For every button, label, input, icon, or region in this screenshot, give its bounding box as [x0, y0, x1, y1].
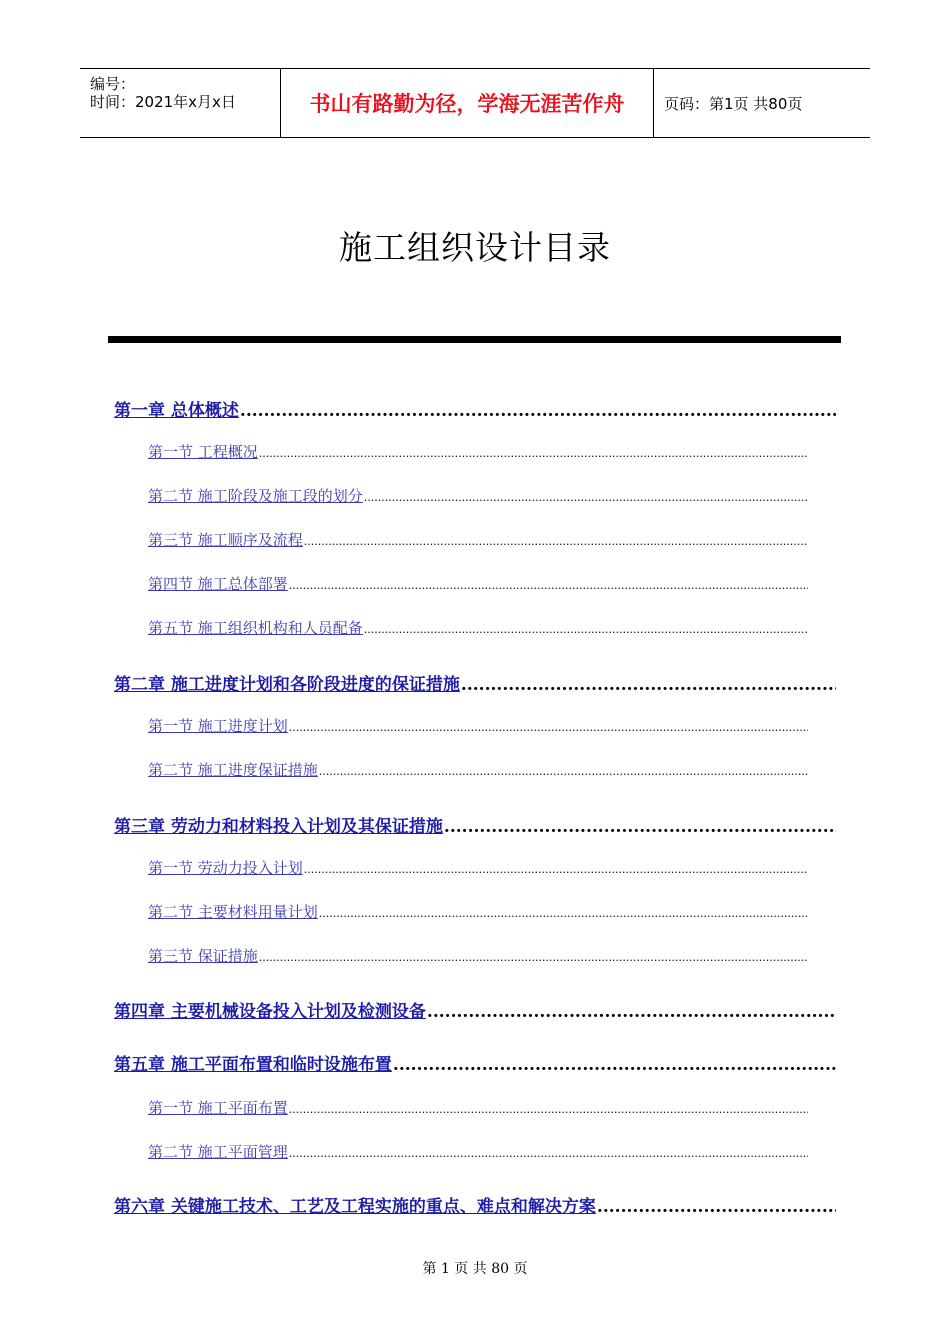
toc-leader-dots [364, 491, 808, 504]
toc-leader-dots [319, 907, 808, 920]
toc-leader-dots [461, 675, 836, 695]
toc-section-link[interactable]: 第三节 保证措施 [148, 947, 258, 965]
toc-section-link[interactable]: 第五节 施工组织机构和人员配备 [148, 619, 363, 637]
header-table [80, 68, 870, 138]
toc-chapter-4[interactable] [114, 997, 836, 1022]
toc-leader-dots [304, 863, 808, 876]
toc-section-link[interactable]: 第一节 劳动力投入计划 [148, 859, 303, 877]
toc-chapter-link[interactable]: 第五章 施工平面布置和临时设施布置 [114, 1055, 392, 1075]
toc-leader-dots [597, 1197, 836, 1217]
toc-leader-dots [259, 447, 808, 460]
toc-section-2-1[interactable] [148, 715, 808, 736]
number-label: 编号： [90, 75, 136, 93]
toc-chapter-3[interactable] [114, 812, 836, 837]
toc-section-3-1[interactable] [148, 857, 808, 878]
toc-chapter-link[interactable]: 第二章 施工进度计划和各阶段进度的保证措施 [114, 675, 460, 695]
toc-chapter-5[interactable] [114, 1050, 836, 1075]
toc-section-5-1[interactable] [148, 1097, 808, 1118]
toc-section-link[interactable]: 第四节 施工总体部署 [148, 575, 288, 593]
toc-chapter-link[interactable]: 第三章 劳动力和材料投入计划及其保证措施 [114, 817, 443, 837]
toc-section-5-2[interactable] [148, 1141, 808, 1162]
toc-section-1-2[interactable] [148, 485, 808, 506]
toc-leader-dots [364, 623, 808, 636]
toc-leader-dots [289, 1147, 808, 1160]
toc-leader-dots [319, 765, 808, 778]
toc-section-link[interactable]: 第一节 施工平面布置 [148, 1099, 288, 1117]
toc-chapter-link[interactable]: 第六章 关键施工技术、工艺及工程实施的重点、难点和解决方案 [114, 1197, 596, 1217]
toc-section-link[interactable]: 第一节 施工进度计划 [148, 717, 288, 735]
toc-chapter-1[interactable] [114, 396, 836, 421]
header-motto: 书山有路勤为径，学海无涯苦作舟 [281, 69, 654, 137]
time-label: 时间：2021年x月x日 [90, 93, 236, 111]
toc-section-3-2[interactable] [148, 901, 808, 922]
toc-leader-dots [427, 1002, 836, 1022]
toc-leader-dots [289, 1103, 808, 1116]
toc-section-2-2[interactable] [148, 759, 808, 780]
toc-section-link[interactable]: 第二节 主要材料用量计划 [148, 903, 318, 921]
page-footer: 第 1 页 共 80 页 [422, 1261, 528, 1277]
toc-chapter-link[interactable]: 第四章 主要机械设备投入计划及检测设备 [114, 1002, 426, 1022]
toc-section-3-3[interactable] [148, 945, 808, 966]
document-title: 施工组织设计目录 [339, 228, 611, 267]
toc-leader-dots [289, 721, 808, 734]
toc-section-1-3[interactable] [148, 529, 808, 550]
toc-chapter-2[interactable] [114, 670, 836, 695]
toc-section-link[interactable]: 第二节 施工进度保证措施 [148, 761, 318, 779]
toc-leader-dots [289, 579, 808, 592]
toc-chapter-6[interactable] [114, 1192, 836, 1217]
toc-leader-dots [240, 401, 836, 421]
header-left-cell [80, 69, 281, 137]
toc-leader-dots [444, 817, 836, 837]
toc-section-1-1[interactable] [148, 441, 808, 462]
toc-section-1-5[interactable] [148, 617, 808, 638]
toc-section-link[interactable]: 第三节 施工顺序及流程 [148, 531, 303, 549]
toc-section-link[interactable]: 第二节 施工阶段及施工段的划分 [148, 487, 363, 505]
toc-section-link[interactable]: 第一节 工程概况 [148, 443, 258, 461]
toc-leader-dots [259, 951, 808, 964]
toc-leader-dots [393, 1055, 836, 1075]
toc-section-1-4[interactable] [148, 573, 808, 594]
toc-leader-dots [304, 535, 808, 548]
toc-chapter-link[interactable]: 第一章 总体概述 [114, 401, 239, 421]
title-rule [108, 336, 841, 343]
toc-section-link[interactable]: 第二节 施工平面管理 [148, 1143, 288, 1161]
header-page-info: 页码：第1页 共80页 [664, 94, 803, 113]
